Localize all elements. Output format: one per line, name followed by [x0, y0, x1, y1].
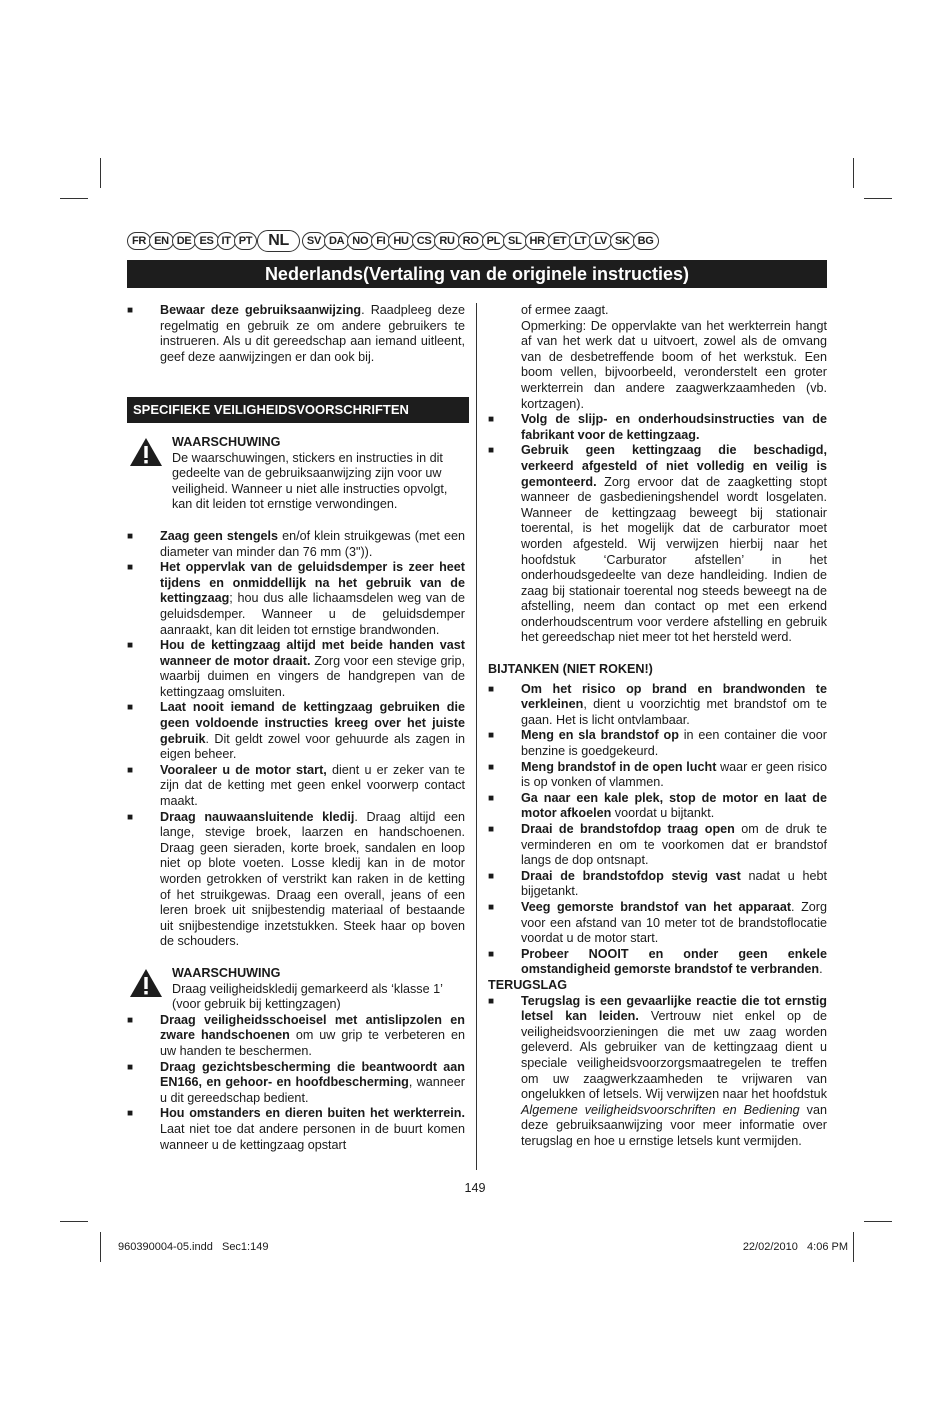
bullet: ■ — [127, 305, 134, 316]
crop-mark — [60, 1221, 88, 1222]
bullet: ■ — [488, 870, 495, 882]
bullet: ■ — [127, 764, 134, 776]
list-item: ■ Veeg gemorste brandstof van het apparaat. Zorg voor een afstand van 10 meter tot de brandstoflocatie voordat u de motor start. — [488, 899, 827, 946]
list-item: ■ Draag veiligheidsschoeisel met antislipzolen en zware handschoenen om uw grip te verbeteren en uw handen te beschermen. — [127, 1012, 465, 1058]
language-tab-fi: FI — [371, 232, 390, 250]
list-item: ■ Vooraleer u de motor start, dient u er zeker van te zijn dat de ketting met geen enkel voorwerp contact maakt. — [127, 762, 466, 809]
crop-mark — [853, 1232, 854, 1262]
crop-mark — [60, 198, 88, 199]
right-column — [488, 303, 827, 1149]
warning-block — [127, 966, 465, 1013]
bullet: ■ — [488, 824, 495, 835]
crop-mark — [853, 158, 854, 188]
language-tab-ru: RU — [434, 232, 459, 250]
continued-text: of ermee zaagt. — [521, 303, 609, 317]
language-tab-cs: CS — [412, 232, 437, 250]
language-tab-lt: LT — [569, 232, 591, 250]
warning-icon — [129, 968, 163, 998]
list-item: ■ Draai de brandstofdop traag open om de druk te verminderen en om te voorkomen dat er brandstof langs de dop ontsnapt. — [488, 822, 827, 868]
bullet: ■ — [127, 811, 134, 823]
language-tab-hu: HU — [388, 232, 413, 250]
list-item: ■ Ga naar een kale plek, stop de motor en laat de motor afkoelen voordat u bijtankt. — [488, 790, 827, 821]
language-tab-sk: SK — [610, 232, 635, 250]
language-tab-hr: HR — [525, 232, 550, 250]
footer-file-info: 960390004-05.indd Sec1:149 — [118, 1241, 269, 1253]
list-item: ■ Meng brandstof in de open lucht waar er geen risico is op vonken of vlammen. — [488, 759, 827, 790]
language-tabs — [127, 231, 827, 251]
warning-text: De waarschuwingen, stickers en instructies in dit gedeelte van de gebruiksaanwijzing zijn voor uw veiligheid. Wanneer u niet alle instructies opvolgt, kan dit leiden tot ernstige verwondingen. — [172, 450, 448, 512]
list-item: ■ Meng en sla brandstof op in een container die voor benzine is goedgekeurd. — [488, 728, 827, 759]
bullet: ■ — [127, 562, 134, 574]
language-tab-pl: PL — [482, 232, 505, 250]
footer-date: 22/02/2010 4:06 PM — [742, 1241, 848, 1253]
language-tab-bg: BG — [633, 232, 659, 250]
crop-mark — [100, 158, 101, 188]
language-tab-de: DE — [172, 232, 197, 250]
language-tab-fr: FR — [127, 232, 151, 250]
language-tab-da: DA — [324, 232, 349, 250]
bullet: ■ — [127, 1108, 134, 1120]
section-heading: BIJTANKEN (NIET ROKEN!) — [488, 662, 653, 677]
language-tab-sl: SL — [503, 232, 526, 250]
list-item: ■ Bewaar deze gebruiksaanwijzing. Raadpleeg deze regelmatig en gebruik ze om andere gebruikers te instrueren. Als u dit gereedschap aan iemand uitleent, geef deze aanwijzingen er dan ook bij. — [127, 303, 466, 364]
list-item: ■ Gebruik geen kettingzaag die beschadigd, verkeerd afgesteld of niet volledig en veilig is gemonteerd. Zorg ervoor dat de zaagketting stopt wanneer de gasbedieningshendel wordt losgelaten. Wanneer de kettingzaag beweegt bij stationair toerental, is het mogelijk dat de carburator moet worden afgesteld. Wij verwijzen hierbij naar het hoofdstuk ‘Carburator afstellen’ in het onderhoudsgedeelte van deze handleiding. Indien de zaag bij stationair toerental nog steeds beweegt na de afstelling, neem dan contact op met een erkend onderhoudscentrum voor verdere afstelling en gebruik het gereedschap niet meer tot het hersteld werd. — [488, 443, 827, 645]
page-number: 149 — [464, 1181, 486, 1195]
bullet: ■ — [488, 761, 495, 773]
crop-mark — [864, 198, 892, 199]
bullet: ■ — [488, 683, 495, 695]
language-tab-pt: PT — [234, 232, 257, 250]
list-item: ■ Probeer NOOIT en onder geen enkele omstandigheid gemorste brandstof te verbranden. — [488, 946, 827, 977]
page-title: Nederlands(Vertaling van de originele instructies) — [127, 260, 827, 288]
bullet: ■ — [127, 530, 134, 542]
list-item: ■ Hou de kettingzaag altijd met beide handen vast wanneer de motor draait. Zorg voor een stevige grip, waarbij duimen en vingers de handgrepen van de kettingzaag omsluiten. — [127, 638, 465, 699]
warning-text: Draag veiligheidskledij gemarkeerd als ‘klasse 1’ (voor gebruik bij kettingzagen) — [172, 981, 443, 1012]
language-tab-ro: RO — [458, 232, 484, 250]
list-item: ■ Laat nooit iemand de kettingzaag gebruiken die geen voldoende instructies kreeg over het juiste gebruik. Dit geldt zowel voor gehuurde als zagen in eigen beheer. — [127, 700, 465, 762]
crop-mark — [100, 1232, 101, 1262]
bullet: ■ — [488, 414, 495, 426]
list-item: ■ Terugslag is een gevaarlijke reactie die tot ernstig letsel kan leiden. Vertrouw niet enkel op de veiligheidsvoorzieningen die met uw zaag worden geleverd. Als gebruiker van de kettingzaag dient u speciale veiligheidsvoorzorgsmaatregelen te treffen om uw zaagwerkzaamheden te vrijwaren van ongelukken of letsels. Wij verwijzen naar het hoofdstuk Algemene veiligheidsvoorschriften en Bediening van deze gebruiksaanwijzing voor meer informatie over terugslag en hoe u ernstige letsels kunt vermijden. — [488, 993, 828, 1148]
list-item: ■ Zaag geen stengels en/of klein struikgewas (met een diameter van minder dan 76 mm (3")). — [127, 528, 465, 559]
section-title: SPECIFIEKE VEILIGHEIDSVOORSCHRIFTEN — [127, 397, 469, 423]
bullet: ■ — [488, 995, 495, 1007]
bullet: ■ — [488, 901, 495, 913]
warning-heading: WAARSCHUWING — [172, 434, 281, 449]
list-item: ■ Draai de brandstofdop stevig vast nadat u hebt bijgetankt. — [488, 868, 827, 899]
language-tab-sv: SV — [302, 232, 326, 250]
language-tab-en: EN — [149, 232, 174, 250]
note-text: Opmerking: De oppervlakte van het werkterrein hangt af van het werk dat u uitvoert, zowel als de omvang van de desbetreffende boom of het werkstuk. Een boom vellen, bijvoorbeeld, veronderstelt een groter werkterrein dan andere zaagwerkzaamheden (vb. kortzagen). — [521, 318, 827, 411]
bullet: ■ — [127, 1061, 134, 1073]
list-item: ■ Hou omstanders en dieren buiten het werkterrein. Laat niet toe dat andere personen in de buurt komen wanneer u de kettingzaag opstart — [127, 1106, 465, 1152]
language-tab-nl: NL — [257, 230, 300, 252]
language-tab-et: ET — [548, 232, 571, 250]
warning-icon — [129, 437, 163, 467]
left-column — [127, 303, 465, 1153]
column-divider — [476, 303, 477, 1170]
list-item: ■ Volg de slijp- en onderhoudsinstructies van de fabrikant voor de kettingzaag. — [488, 412, 827, 442]
language-tab-lv: LV — [589, 232, 612, 250]
language-tab-es: ES — [194, 232, 218, 250]
section-heading: TERUGSLAG — [488, 977, 568, 992]
crop-mark — [864, 1221, 892, 1222]
list-item: ■ Draag gezichtsbescherming die beantwoordt aan EN166, en gehoor- en hoofdbescherming, wanneer u dit gereedschap bedient. — [127, 1059, 465, 1105]
bullet: ■ — [488, 445, 495, 457]
language-tab-it: IT — [217, 232, 236, 250]
list-item: ■ Om het risico op brand en brandwonden te verkleinen, dient u voorzichtig met brandstof om te gaan. Het is licht ontvlambaar. — [488, 681, 827, 727]
language-tab-no: NO — [347, 232, 373, 250]
bullet: ■ — [127, 702, 134, 714]
warning-heading: WAARSCHUWING — [172, 965, 281, 980]
bullet: ■ — [127, 640, 134, 652]
bullet: ■ — [127, 1014, 134, 1026]
list-item: ■ Draag nauwaansluitende kledij. Draag altijd een lange, stevige broek, laarzen en handschoenen. Draag geen sieraden, korte broek, sandalen en loop niet op blote voeten. Losse kledij kan in de motor worden getrokken of verstrikt kan raken in de ketting of het struikgewas. Draag een overall, jeans of een leren broek uit snijbestendig materiaal of bestaande uit snijbestendige inzetstukken. Steek haar op boven de schouders. — [127, 809, 466, 949]
bullet: ■ — [488, 730, 495, 742]
bullet: ■ — [488, 792, 495, 804]
warning-block — [127, 435, 465, 513]
list-item: ■ Het oppervlak van de geluidsdemper is zeer heet tijdens en onmiddellijk na het gebruik van de kettingzaag; hou dus alle lichaamsdelen weg van de geluidsdemper. Wanneer u de geluidsdemper aanraakt, kan dit leiden tot ernstige brandwonden. — [127, 560, 465, 637]
bullet: ■ — [488, 948, 495, 960]
